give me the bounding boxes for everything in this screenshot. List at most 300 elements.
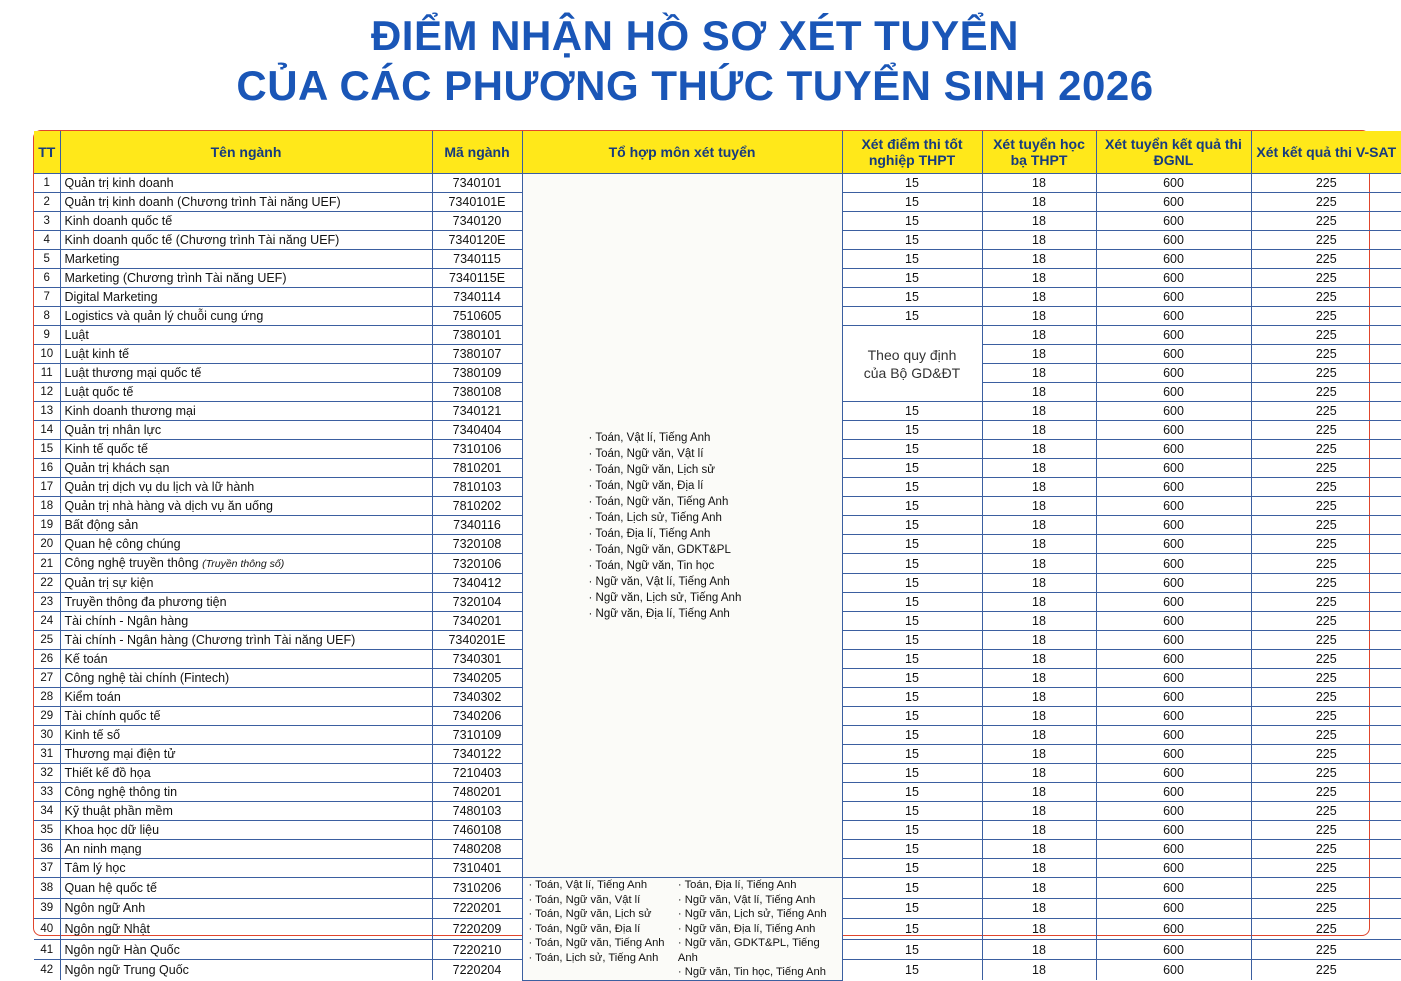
row-major-name [60, 960, 432, 980]
row-major-code: 7340301 [432, 650, 522, 669]
major-name-text: Tài chính - Ngân hàng (Chương trình Tài năng UEF) [64, 633, 356, 647]
combo-item: · Toán, Lịch sử, Tiếng Anh [589, 510, 842, 526]
major-name-text: Logistics và quản lý chuỗi cung ứng [64, 309, 264, 323]
row-transcript-score: 18 [982, 326, 1096, 345]
row-major-name [60, 669, 432, 688]
major-name-text: Tâm lý học [64, 861, 126, 875]
major-name-text: Quan hệ công chúng [64, 537, 181, 551]
row-tt: 16 [34, 459, 60, 478]
admission-table-container [33, 130, 1397, 978]
major-name-note: (Truyền thông số) [202, 558, 285, 570]
row-transcript-score: 18 [982, 960, 1096, 980]
row-major-name [60, 345, 432, 364]
combo-item: · Ngữ văn, Lịch sử, Tiếng Anh [589, 590, 842, 606]
row-thpt-score: 15 [842, 919, 982, 940]
major-name-text: Luật thương mại quốc tế [64, 366, 202, 380]
row-tt: 14 [34, 421, 60, 440]
row-transcript-score: 18 [982, 269, 1096, 288]
combo-item: · Toán, Ngữ văn, Tiếng Anh [529, 936, 678, 951]
row-major-name [60, 612, 432, 631]
row-major-code: 7210403 [432, 764, 522, 783]
row-tt: 37 [34, 859, 60, 878]
row-major-code: 7340122 [432, 745, 522, 764]
row-major-code: 7220209 [432, 919, 522, 940]
row-transcript-score: 18 [982, 878, 1096, 899]
row-thpt-score: 15 [842, 859, 982, 878]
combo-item: · Toán, Ngữ văn, Vật lí [589, 446, 842, 462]
row-major-name [60, 745, 432, 764]
row-dgnl-score: 600 [1096, 745, 1251, 764]
row-major-code: 7340120E [432, 231, 522, 250]
row-thpt-score: 15 [842, 764, 982, 783]
row-major-name [60, 554, 432, 574]
header-major-name: Tên ngành [60, 131, 432, 174]
row-tt: 31 [34, 745, 60, 764]
row-vsat-score: 225 [1251, 383, 1401, 402]
major-name-text: Ngôn ngữ Trung Quốc [64, 963, 189, 978]
row-transcript-score: 18 [982, 307, 1096, 326]
row-thpt-score: 15 [842, 898, 982, 919]
row-tt: 12 [34, 383, 60, 402]
row-transcript-score: 18 [982, 783, 1096, 802]
row-tt: 27 [34, 669, 60, 688]
row-thpt-score: 15 [842, 212, 982, 231]
row-thpt-score: 15 [842, 478, 982, 497]
row-major-code: 7220204 [432, 960, 522, 980]
row-major-code: 7340302 [432, 688, 522, 707]
major-name-text: Quản trị kinh doanh (Chương trình Tài năng UEF) [64, 195, 341, 209]
combo-item: · Toán, Vật lí, Tiếng Anh [589, 430, 842, 446]
row-vsat-score: 225 [1251, 631, 1401, 650]
row-dgnl-score: 600 [1096, 383, 1251, 402]
row-vsat-score: 225 [1251, 402, 1401, 421]
header-tt: TT [34, 131, 60, 174]
row-vsat-score: 225 [1251, 459, 1401, 478]
row-major-name [60, 574, 432, 593]
row-vsat-score: 225 [1251, 919, 1401, 940]
row-vsat-score: 225 [1251, 535, 1401, 554]
row-major-name [60, 802, 432, 821]
row-vsat-score: 225 [1251, 478, 1401, 497]
major-name-text: Ngôn ngữ Nhật [64, 921, 151, 936]
major-name-text: Digital Marketing [64, 290, 158, 304]
row-transcript-score: 18 [982, 231, 1096, 250]
row-major-name [60, 383, 432, 402]
row-major-code: 7380108 [432, 383, 522, 402]
row-vsat-score: 225 [1251, 421, 1401, 440]
row-dgnl-score: 600 [1096, 554, 1251, 574]
row-transcript-score: 18 [982, 193, 1096, 212]
row-transcript-score: 18 [982, 459, 1096, 478]
row-dgnl-score: 600 [1096, 802, 1251, 821]
major-name-text: Luật kinh tế [64, 347, 130, 361]
row-transcript-score: 18 [982, 745, 1096, 764]
row-thpt-score: 15 [842, 250, 982, 269]
table-row [34, 878, 1401, 899]
row-major-name [60, 478, 432, 497]
row-vsat-score: 225 [1251, 574, 1401, 593]
row-dgnl-score: 600 [1096, 402, 1251, 421]
major-name-text: Quản trị sự kiện [64, 576, 154, 590]
major-name-text: Luật quốc tế [64, 385, 134, 399]
row-transcript-score: 18 [982, 250, 1096, 269]
major-name-text: Luật [64, 328, 89, 342]
major-name-text: Khoa học dữ liệu [64, 823, 160, 837]
row-thpt-score: 15 [842, 802, 982, 821]
row-transcript-score: 18 [982, 516, 1096, 535]
row-transcript-score: 18 [982, 726, 1096, 745]
row-thpt-score: 15 [842, 459, 982, 478]
row-transcript-score: 18 [982, 288, 1096, 307]
row-vsat-score: 225 [1251, 707, 1401, 726]
row-transcript-score: 18 [982, 939, 1096, 960]
row-tt: 29 [34, 707, 60, 726]
major-name-text: Marketing (Chương trình Tài năng UEF) [64, 271, 287, 285]
row-thpt-score: 15 [842, 669, 982, 688]
row-vsat-score: 225 [1251, 307, 1401, 326]
row-major-name [60, 593, 432, 612]
row-thpt-score: 15 [842, 960, 982, 980]
row-major-code: 7340101E [432, 193, 522, 212]
row-dgnl-score: 600 [1096, 535, 1251, 554]
row-major-code: 7340404 [432, 421, 522, 440]
row-transcript-score: 18 [982, 574, 1096, 593]
row-dgnl-score: 600 [1096, 764, 1251, 783]
row-major-code: 7340114 [432, 288, 522, 307]
row-dgnl-score: 600 [1096, 631, 1251, 650]
row-dgnl-score: 600 [1096, 440, 1251, 459]
row-vsat-score: 225 [1251, 726, 1401, 745]
row-major-code: 7380109 [432, 364, 522, 383]
row-transcript-score: 18 [982, 402, 1096, 421]
row-tt: 6 [34, 269, 60, 288]
row-tt: 34 [34, 802, 60, 821]
row-thpt-score: 15 [842, 726, 982, 745]
row-vsat-score: 225 [1251, 193, 1401, 212]
row-vsat-score: 225 [1251, 764, 1401, 783]
subject-combo-group-1 [522, 174, 842, 878]
row-tt: 17 [34, 478, 60, 497]
row-tt: 8 [34, 307, 60, 326]
combo-item: · Toán, Ngữ văn, Tin học [589, 558, 842, 574]
major-name-text: Kinh doanh quốc tế (Chương trình Tài năng UEF) [64, 233, 340, 247]
table-row [34, 174, 1401, 193]
row-vsat-score: 225 [1251, 288, 1401, 307]
row-tt: 32 [34, 764, 60, 783]
row-dgnl-score: 600 [1096, 212, 1251, 231]
row-major-name [60, 898, 432, 919]
major-name-text: Quản trị nhân lực [64, 423, 162, 437]
row-thpt-score: 15 [842, 821, 982, 840]
combo-col-a [529, 878, 678, 980]
row-tt: 5 [34, 250, 60, 269]
row-major-name [60, 919, 432, 940]
row-thpt-score: 15 [842, 840, 982, 859]
row-vsat-score: 225 [1251, 783, 1401, 802]
row-dgnl-score: 600 [1096, 939, 1251, 960]
row-thpt-score: 15 [842, 174, 982, 193]
major-name-text: Công nghệ thông tin [64, 785, 178, 799]
row-vsat-score: 225 [1251, 212, 1401, 231]
row-major-name [60, 821, 432, 840]
row-vsat-score: 225 [1251, 174, 1401, 193]
row-thpt-score: 15 [842, 554, 982, 574]
row-transcript-score: 18 [982, 898, 1096, 919]
row-major-code: 7340115E [432, 269, 522, 288]
row-vsat-score: 225 [1251, 440, 1401, 459]
combo-item: · Ngữ văn, GDKT&PL, Tiếng Anh [678, 936, 842, 965]
major-name-text: Kế toán [64, 652, 108, 666]
major-name-text: Ngôn ngữ Hàn Quốc [64, 942, 180, 957]
major-name-text: Kinh doanh thương mại [64, 404, 196, 418]
row-dgnl-score: 600 [1096, 497, 1251, 516]
row-transcript-score: 18 [982, 631, 1096, 650]
row-tt: 30 [34, 726, 60, 745]
row-vsat-score: 225 [1251, 326, 1401, 345]
row-major-name [60, 459, 432, 478]
row-thpt-score: 15 [842, 516, 982, 535]
row-vsat-score: 225 [1251, 840, 1401, 859]
row-major-code: 7810201 [432, 459, 522, 478]
row-major-name [60, 326, 432, 345]
row-tt: 1 [34, 174, 60, 193]
row-dgnl-score: 600 [1096, 288, 1251, 307]
row-dgnl-score: 600 [1096, 612, 1251, 631]
combo-item: · Toán, Ngữ văn, Địa lí [589, 478, 842, 494]
combo-list-2 [523, 878, 842, 980]
row-vsat-score: 225 [1251, 364, 1401, 383]
major-name-text: Quản trị khách sạn [64, 461, 170, 475]
row-vsat-score: 225 [1251, 650, 1401, 669]
row-transcript-score: 18 [982, 497, 1096, 516]
row-transcript-score: 18 [982, 593, 1096, 612]
row-dgnl-score: 600 [1096, 821, 1251, 840]
row-dgnl-score: 600 [1096, 174, 1251, 193]
row-vsat-score: 225 [1251, 250, 1401, 269]
row-transcript-score: 18 [982, 859, 1096, 878]
row-vsat-score: 225 [1251, 802, 1401, 821]
row-transcript-score: 18 [982, 345, 1096, 364]
row-dgnl-score: 600 [1096, 516, 1251, 535]
combo-item: · Ngữ văn, Vật lí, Tiếng Anh [589, 574, 842, 590]
header-transcript: Xét tuyển học bạ THPT [982, 131, 1096, 174]
header-vsat: Xét kết quả thi V-SAT [1251, 131, 1401, 174]
row-vsat-score: 225 [1251, 898, 1401, 919]
row-tt: 10 [34, 345, 60, 364]
row-thpt-score: 15 [842, 231, 982, 250]
combo-item: · Toán, Lịch sử, Tiếng Anh [529, 951, 678, 966]
row-major-name [60, 288, 432, 307]
row-dgnl-score: 600 [1096, 269, 1251, 288]
row-dgnl-score: 600 [1096, 193, 1251, 212]
row-major-code: 7310206 [432, 878, 522, 899]
row-tt: 4 [34, 231, 60, 250]
row-dgnl-score: 600 [1096, 459, 1251, 478]
row-tt: 2 [34, 193, 60, 212]
row-major-name [60, 440, 432, 459]
row-vsat-score: 225 [1251, 669, 1401, 688]
row-thpt-score: 15 [842, 574, 982, 593]
row-major-name [60, 878, 432, 899]
subject-combo-group-2 [522, 878, 842, 981]
row-major-code: 7340121 [432, 402, 522, 421]
row-thpt-score: 15 [842, 878, 982, 899]
row-tt: 13 [34, 402, 60, 421]
row-major-code: 7380101 [432, 326, 522, 345]
row-major-name [60, 307, 432, 326]
row-tt: 21 [34, 554, 60, 574]
row-transcript-score: 18 [982, 802, 1096, 821]
row-dgnl-score: 600 [1096, 421, 1251, 440]
row-vsat-score: 225 [1251, 939, 1401, 960]
combo-item: · Toán, Vật lí, Tiếng Anh [529, 878, 678, 893]
row-transcript-score: 18 [982, 554, 1096, 574]
row-major-code: 7320108 [432, 535, 522, 554]
row-major-code: 7340201E [432, 631, 522, 650]
row-major-name [60, 631, 432, 650]
combo-item: · Toán, Ngữ văn, Địa lí [529, 922, 678, 937]
row-tt: 40 [34, 919, 60, 940]
row-tt: 35 [34, 821, 60, 840]
row-dgnl-score: 600 [1096, 783, 1251, 802]
row-major-code: 7310401 [432, 859, 522, 878]
row-dgnl-score: 600 [1096, 478, 1251, 497]
combo-item: · Ngữ văn, Địa lí, Tiếng Anh [589, 606, 842, 622]
row-major-code: 7340206 [432, 707, 522, 726]
row-dgnl-score: 600 [1096, 919, 1251, 940]
row-major-name [60, 516, 432, 535]
row-dgnl-score: 600 [1096, 707, 1251, 726]
row-tt: 15 [34, 440, 60, 459]
combo-item: · Ngữ văn, Địa lí, Tiếng Anh [678, 922, 842, 937]
major-name-text: Bất động sản [64, 518, 139, 532]
row-transcript-score: 18 [982, 669, 1096, 688]
row-major-code: 7810202 [432, 497, 522, 516]
major-name-text: Quan hệ quốc tế [64, 880, 157, 895]
major-name-text: Truyền thông đa phương tiện [64, 595, 227, 609]
row-vsat-score: 225 [1251, 345, 1401, 364]
row-major-code: 7480208 [432, 840, 522, 859]
row-major-code: 7460108 [432, 821, 522, 840]
row-transcript-score: 18 [982, 535, 1096, 554]
row-thpt-score: 15 [842, 745, 982, 764]
row-tt: 22 [34, 574, 60, 593]
row-major-name [60, 231, 432, 250]
row-dgnl-score: 600 [1096, 231, 1251, 250]
combo-item: · Toán, Ngữ văn, Tiếng Anh [589, 494, 842, 510]
row-vsat-score: 225 [1251, 745, 1401, 764]
row-transcript-score: 18 [982, 478, 1096, 497]
major-name-text: Kiểm toán [64, 690, 121, 704]
major-name-text: Ngôn ngữ Anh [64, 901, 146, 916]
row-transcript-score: 18 [982, 821, 1096, 840]
combo-list-1 [523, 430, 842, 622]
row-vsat-score: 225 [1251, 593, 1401, 612]
row-thpt-score: 15 [842, 535, 982, 554]
major-name-text: Thương mại điện tử [64, 747, 176, 761]
row-thpt-score: 15 [842, 650, 982, 669]
row-major-code: 7380107 [432, 345, 522, 364]
major-name-text: Quản trị dịch vụ du lịch và lữ hành [64, 480, 255, 494]
header-major-code: Mã ngành [432, 131, 522, 174]
row-dgnl-score: 600 [1096, 593, 1251, 612]
row-transcript-score: 18 [982, 383, 1096, 402]
row-major-code: 7320106 [432, 554, 522, 574]
page-title-line-2: CỦA CÁC PHƯƠNG THỨC TUYỂN SINH 2026 [236, 62, 1154, 109]
row-major-name [60, 688, 432, 707]
row-thpt-score: 15 [842, 593, 982, 612]
major-name-text: Kinh tế số [64, 728, 121, 742]
row-transcript-score: 18 [982, 212, 1096, 231]
row-vsat-score: 225 [1251, 231, 1401, 250]
row-major-name [60, 939, 432, 960]
row-dgnl-score: 600 [1096, 688, 1251, 707]
row-major-name [60, 707, 432, 726]
row-dgnl-score: 600 [1096, 250, 1251, 269]
row-major-name [60, 402, 432, 421]
row-major-code: 7810103 [432, 478, 522, 497]
row-dgnl-score: 600 [1096, 307, 1251, 326]
row-major-name [60, 364, 432, 383]
row-major-code: 7480103 [432, 802, 522, 821]
row-vsat-score: 225 [1251, 878, 1401, 899]
row-tt: 42 [34, 960, 60, 980]
major-name-text: Kinh doanh quốc tế [64, 214, 173, 228]
row-tt: 23 [34, 593, 60, 612]
row-vsat-score: 225 [1251, 497, 1401, 516]
row-dgnl-score: 600 [1096, 898, 1251, 919]
row-tt: 25 [34, 631, 60, 650]
combo-item: · Toán, Ngữ văn, Lịch sử [589, 462, 842, 478]
row-tt: 28 [34, 688, 60, 707]
row-thpt-score: 15 [842, 440, 982, 459]
row-dgnl-score: 600 [1096, 326, 1251, 345]
row-dgnl-score: 600 [1096, 364, 1251, 383]
major-name-text: Kinh tế quốc tế [64, 442, 148, 456]
major-name-text: An ninh mạng [64, 842, 142, 856]
row-vsat-score: 225 [1251, 269, 1401, 288]
row-major-code: 7340412 [432, 574, 522, 593]
header-subject-combo: Tổ hợp môn xét tuyển [522, 131, 842, 174]
row-major-code: 7340205 [432, 669, 522, 688]
row-major-code: 7510605 [432, 307, 522, 326]
major-name-text: Công nghệ tài chính (Fintech) [64, 671, 230, 685]
row-tt: 33 [34, 783, 60, 802]
row-tt: 38 [34, 878, 60, 899]
major-name-text: Tài chính quốc tế [64, 709, 161, 723]
row-major-code: 7310109 [432, 726, 522, 745]
combo-col-b [678, 878, 842, 980]
row-major-name [60, 421, 432, 440]
row-major-code: 7320104 [432, 593, 522, 612]
combo-item: · Ngữ văn, Lịch sử, Tiếng Anh [678, 907, 842, 922]
row-thpt-score: 15 [842, 707, 982, 726]
combo-item: · Toán, Địa lí, Tiếng Anh [678, 878, 842, 893]
row-major-name [60, 535, 432, 554]
row-thpt-score: 15 [842, 497, 982, 516]
row-major-name [60, 783, 432, 802]
row-vsat-score: 225 [1251, 688, 1401, 707]
row-transcript-score: 18 [982, 840, 1096, 859]
row-transcript-score: 18 [982, 440, 1096, 459]
combo-item: · Ngữ văn, Tin học, Tiếng Anh [678, 965, 842, 980]
row-major-name [60, 764, 432, 783]
major-name-text: Quản trị kinh doanh [64, 176, 174, 190]
row-transcript-score: 18 [982, 707, 1096, 726]
row-tt: 41 [34, 939, 60, 960]
row-transcript-score: 18 [982, 364, 1096, 383]
row-major-code: 7480201 [432, 783, 522, 802]
